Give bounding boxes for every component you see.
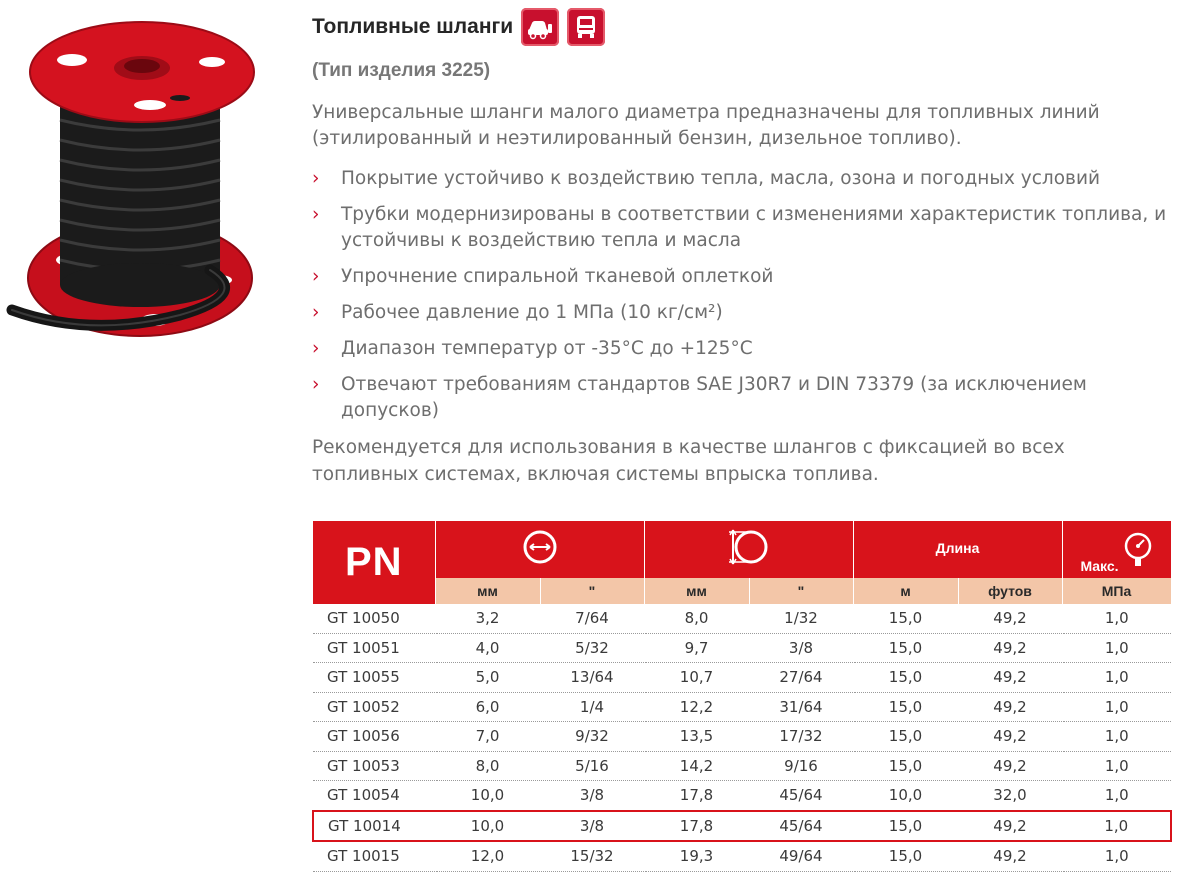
table-cell: 45/64 — [749, 781, 853, 811]
car-icon — [521, 8, 559, 46]
table-cell: 45/64 — [749, 811, 853, 842]
spec-table — [312, 521, 1172, 872]
table-cell: 4,0 — [435, 633, 540, 663]
table-cell: 17,8 — [644, 781, 749, 811]
table-cell: 49,2 — [958, 751, 1062, 781]
table-cell: 15,0 — [853, 751, 958, 781]
inner-diameter-icon — [520, 554, 560, 571]
table-cell: 15,0 — [853, 692, 958, 722]
table-cell: 9,7 — [644, 633, 749, 663]
chevron-right-icon: › — [312, 338, 320, 359]
part-number-cell: GT 10053 — [313, 751, 435, 781]
table-cell: 15,0 — [853, 604, 958, 633]
table-cell: 5/32 — [540, 633, 644, 663]
table-cell: 12,0 — [435, 841, 540, 871]
chevron-right-icon: › — [312, 266, 320, 287]
recommendation-paragraph: Рекомендуется для использования в качестве шлангов с фиксацией во всех топливных системах, включая системы впрыска топлива. — [312, 437, 1065, 485]
outer-diameter-header — [644, 521, 853, 578]
table-row — [313, 604, 1171, 633]
table-cell: 27/64 — [749, 663, 853, 693]
table-cell: 49,2 — [958, 692, 1062, 722]
unit-header: м — [853, 578, 958, 604]
max-pressure-header: Макс. — [1062, 521, 1171, 578]
table-row — [313, 751, 1171, 781]
table-row — [313, 811, 1171, 842]
hose-reel-image — [0, 20, 285, 340]
part-number-cell: GT 10055 — [313, 663, 435, 693]
outer-diameter-icon — [725, 555, 773, 572]
part-number-cell: GT 10050 — [313, 604, 435, 633]
table-cell: 1/4 — [540, 692, 644, 722]
table-cell: 3/8 — [749, 633, 853, 663]
table-cell: 31/64 — [749, 692, 853, 722]
intro-paragraph: Универсальные шланги малого диаметра предназначены для топливных линий (этилированный и неэтилированный бензин, дизельное топливо). — [312, 102, 1100, 149]
table-cell: 10,0 — [853, 781, 958, 811]
part-number-cell: GT 10052 — [313, 692, 435, 722]
table-cell: 3/8 — [540, 811, 644, 842]
chevron-right-icon: › — [312, 204, 320, 225]
unit-header: футов — [958, 578, 1062, 604]
spec-table-body — [313, 604, 1171, 871]
table-cell: 15,0 — [853, 841, 958, 871]
table-cell: 15,0 — [853, 663, 958, 693]
table-cell: 1,0 — [1062, 781, 1171, 811]
table-cell: 5,0 — [435, 663, 540, 693]
table-cell: 1,0 — [1062, 751, 1171, 781]
table-cell: 17,8 — [644, 811, 749, 842]
table-cell: 1,0 — [1062, 841, 1171, 871]
table-cell: 49,2 — [958, 663, 1062, 693]
table-cell: 49/64 — [749, 841, 853, 871]
table-cell: 32,0 — [958, 781, 1062, 811]
table-row — [313, 722, 1171, 752]
table-cell: 1,0 — [1062, 633, 1171, 663]
table-cell: 9/16 — [749, 751, 853, 781]
part-number-cell: GT 10051 — [313, 633, 435, 663]
list-item: › Отвечают требованиям стандартов SAE J30R7 и DIN 73379 (за исключением допусков) — [312, 374, 1087, 421]
table-cell: 3/8 — [540, 781, 644, 811]
table-cell: 12,2 — [644, 692, 749, 722]
table-cell: 6,0 — [435, 692, 540, 722]
table-row — [313, 663, 1171, 693]
pressure-gauge-icon — [1123, 531, 1153, 574]
unit-header: МПа — [1062, 578, 1171, 604]
title-row — [312, 8, 605, 46]
table-cell: 8,0 — [435, 751, 540, 781]
table-cell: 49,2 — [958, 604, 1062, 633]
table-cell: 19,3 — [644, 841, 749, 871]
table-row — [313, 692, 1171, 722]
chevron-right-icon: › — [312, 374, 320, 395]
inner-diameter-header — [435, 521, 644, 578]
chevron-right-icon: › — [312, 302, 320, 323]
table-cell: 5/16 — [540, 751, 644, 781]
table-cell: 1,0 — [1062, 722, 1171, 752]
page-title: Топливные шланги — [312, 15, 514, 38]
table-row — [313, 781, 1171, 811]
table-row — [313, 841, 1171, 871]
unit-header: мм — [435, 578, 540, 604]
part-number-cell: GT 10014 — [313, 811, 435, 842]
table-cell: 15,0 — [853, 633, 958, 663]
unit-header: мм — [644, 578, 749, 604]
table-cell: 49,2 — [958, 841, 1062, 871]
table-cell: 10,0 — [435, 781, 540, 811]
table-cell: 15/32 — [540, 841, 644, 871]
table-cell: 17/32 — [749, 722, 853, 752]
table-cell: 1,0 — [1062, 663, 1171, 693]
table-row — [313, 633, 1171, 663]
list-item: › Рабочее давление до 1 МПа (10 кг/см²) — [312, 300, 1172, 326]
table-cell: 1,0 — [1062, 692, 1171, 722]
table-cell: 3,2 — [435, 604, 540, 633]
table-cell: 49,2 — [958, 633, 1062, 663]
table-cell: 15,0 — [853, 722, 958, 752]
part-number-cell: GT 10015 — [313, 841, 435, 871]
chevron-right-icon: › — [312, 168, 320, 189]
product-type-subtitle: (Тип изделия 3225) — [312, 60, 491, 81]
list-item: › Покрытие устойчиво к воздействию тепла, масла, озона и погодных условий — [312, 166, 1172, 192]
table-cell: 9/32 — [540, 722, 644, 752]
truck-icon — [567, 8, 605, 46]
table-cell: 49,2 — [958, 722, 1062, 752]
part-number-cell: GT 10056 — [313, 722, 435, 752]
part-number-cell: GT 10054 — [313, 781, 435, 811]
table-cell: 10,7 — [644, 663, 749, 693]
table-cell: 10,0 — [435, 811, 540, 842]
table-cell: 1,0 — [1062, 604, 1171, 633]
unit-header: " — [749, 578, 853, 604]
table-cell: 13,5 — [644, 722, 749, 752]
table-cell: 15,0 — [853, 811, 958, 842]
list-item: › Трубки модернизированы в соответствии с изменениями характеристик топлива, и устойчивы к воздействию тепла и масла — [312, 204, 1167, 251]
list-item: › Диапазон температур от -35°C до +125°C — [312, 336, 1172, 362]
list-item: › Упрочнение спиральной тканевой оплеткой — [312, 264, 1172, 290]
pn-header: PN — [313, 521, 435, 604]
table-cell: 7/64 — [540, 604, 644, 633]
table-cell: 1,0 — [1062, 811, 1171, 842]
table-cell: 1/32 — [749, 604, 853, 633]
feature-list — [312, 166, 1172, 434]
table-cell: 49,2 — [958, 811, 1062, 842]
table-cell: 7,0 — [435, 722, 540, 752]
table-cell: 8,0 — [644, 604, 749, 633]
table-cell: 13/64 — [540, 663, 644, 693]
table-cell: 14,2 — [644, 751, 749, 781]
unit-header: " — [540, 578, 644, 604]
length-header: Длина — [853, 521, 1062, 578]
